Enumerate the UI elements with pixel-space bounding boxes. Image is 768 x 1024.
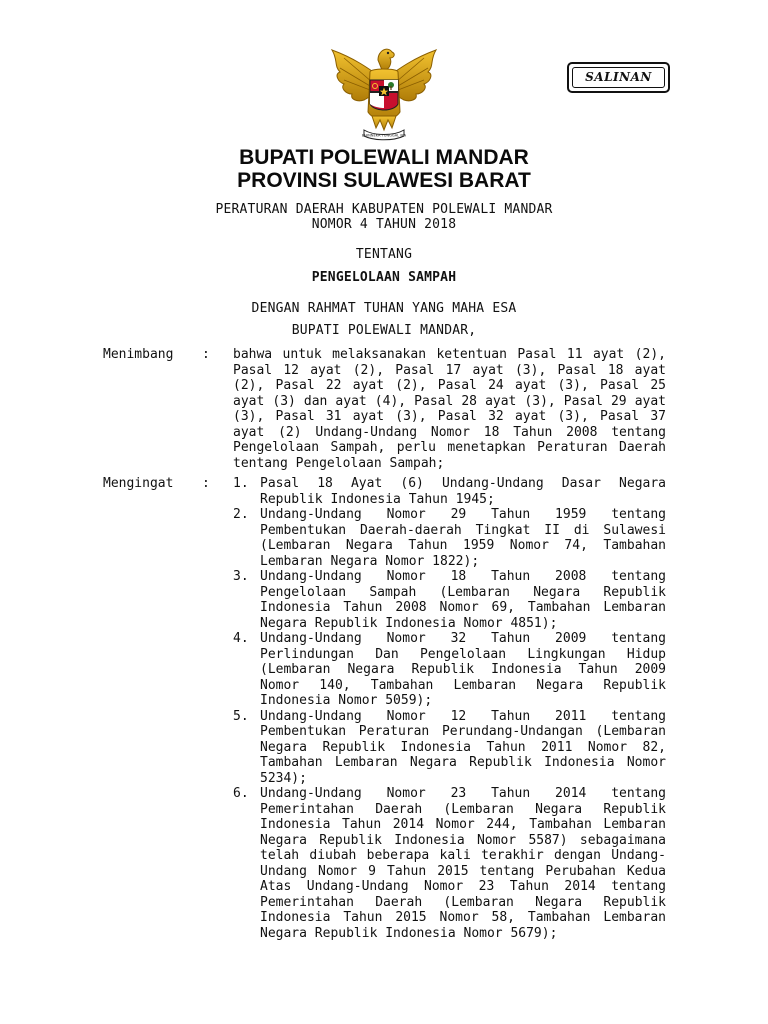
list-item-number: 2. — [233, 507, 249, 522]
mengingat-colon: : — [202, 476, 210, 491]
menimbang-colon: : — [202, 347, 210, 362]
list-item-number: 5. — [233, 708, 249, 724]
list-item — [233, 507, 666, 569]
list-item-text: Pasal 18 Ayat (6) Undang-Undang Dasar Negara Republik Indonesia Tahun 1945; — [260, 476, 666, 507]
list-item — [233, 476, 666, 507]
menimbang-text: bahwa untuk melaksanakan ketentuan Pasal 11 ayat (2), Pasal 12 ayat (2), Pasal 17 ayat (3), Pasal 18 ayat (2), Pasal 22 ayat (2), Pasal 24 ayat (3), Pasal 25 ayat (3) dan ayat (4), Pasal 28 ayat (3), Pasal 29 ayat (3), Pasal 31 ayat (3), Pasal 32 ayat (3), Pasal 37 ayat (2) Undang-Undang Nomor 18 Tahun 2008 tentang Pengelolaan Sampah, perlu menetapkan Peraturan Daerah tentang Pengelolaan Sampah; — [233, 347, 666, 471]
mengingat-label: Mengingat — [103, 476, 174, 491]
authority-text: BUPATI POLEWALI MANDAR, — [291, 323, 477, 338]
list-item — [233, 709, 666, 787]
header-regent-title: BUPATI POLEWALI MANDAR — [239, 146, 529, 169]
list-item — [233, 569, 666, 631]
regulation-title: PERATURAN DAERAH KABUPATEN POLEWALI MANDAR — [215, 202, 553, 217]
salinan-stamp — [567, 62, 670, 93]
list-item-text: Undang-Undang Nomor 29 Tahun 1959 tentang Pembentukan Daerah-daerah Tingkat II di Sulawesi (Lembaran Negara Tahun 1959 Nomor 74, Tambahan Lembaran Negara Nomor 1822); — [260, 507, 666, 569]
list-item-number: 6. — [233, 786, 249, 801]
list-item — [233, 631, 666, 709]
mengingat-list — [233, 476, 666, 941]
preamble-text: DENGAN RAHMAT TUHAN YANG MAHA ESA — [251, 301, 517, 316]
menimbang-label: Menimbang — [103, 347, 174, 362]
list-item-number: 1. — [233, 476, 249, 491]
list-item-text: Undang-Undang Nomor 23 Tahun 2014 tentang Pemerintahan Daerah (Lembaran Negara Republik Indonesia Tahun 2014 Nomor 244, Tambahan Lembaran Negara Republik Indonesia Nomor 5587) sebagaimana telah diubah beberapa kali terakhir dengan Undang-Undang Nomor 9 Tahun 2015 tentang Perubahan Kedua Atas Undang-Undang Nomor 23 Tahun 2014 tentang Pemerintahan Daerah (Lembaran Negara Republik Indonesia Tahun 2015 Nomor 58, Tambahan Lembaran Negara Republik Indonesia Nomor 5679); — [260, 786, 666, 941]
list-item-number: 4. — [233, 631, 249, 646]
header-province-title: PROVINSI SULAWESI BARAT — [237, 169, 531, 192]
list-item-text: Undang-Undang Nomor 12 Tahun 2011 tentang Pembentukan Peraturan Perundang-Undangan (Lembaran Negara Republik Indonesia Tahun 2011 Nomor 82, Tambahan Lembaran Negara Republik Indonesia Nomor 5234); — [260, 708, 666, 786]
garuda-pancasila-emblem-icon — [324, 38, 444, 142]
regulation-number: NOMOR 4 TAHUN 2018 — [311, 217, 457, 232]
list-item-text: Undang-Undang Nomor 32 Tahun 2009 tentang Perlindungan Dan Pengelolaan Lingkungan Hidup (Lembaran Negara Republik Indonesia Tahun 2009 Nomor 140, Tambahan Lembaran Negara Republik Indonesia Nomor 5059); — [260, 631, 666, 708]
regulation-about: TENTANG — [355, 247, 413, 262]
motto-text: BHINNEKA TUNGGAL IKA — [361, 133, 407, 138]
regulation-subject: PENGELOLAAN SAMPAH — [311, 270, 457, 285]
stamp-label: SALINAN — [585, 70, 652, 84]
list-item-text: Undang-Undang Nomor 18 Tahun 2008 tentang Pengelolaan Sampah (Lembaran Negara Republik Indonesia Tahun 2008 Nomor 69, Tambahan Lembaran Negara Republik Indonesia Nomor 4851); — [260, 569, 666, 631]
list-item — [233, 786, 666, 941]
list-item-number: 3. — [233, 569, 249, 584]
